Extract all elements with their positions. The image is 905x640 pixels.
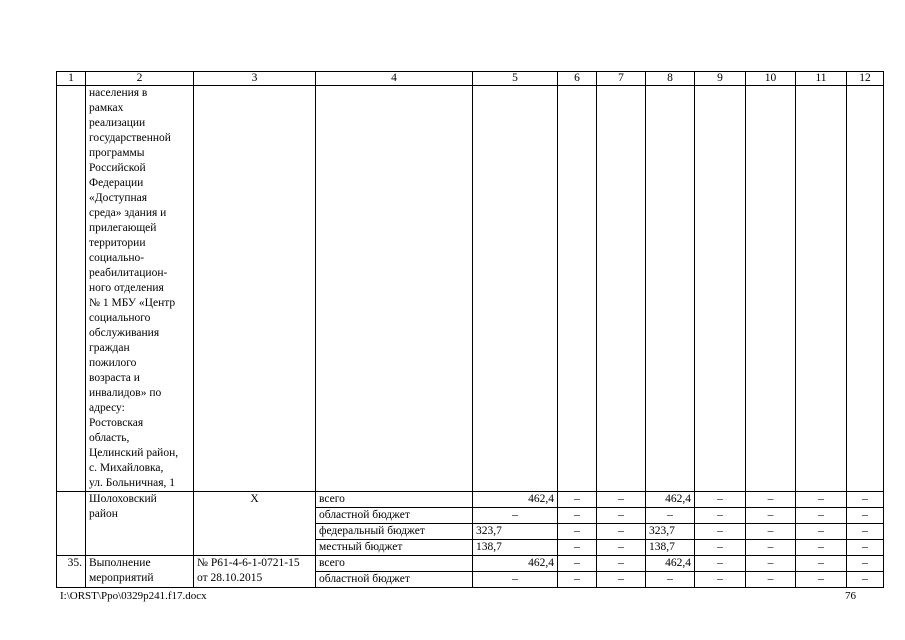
value-cell: –: [695, 492, 746, 508]
funding-source: областной бюджет: [316, 572, 473, 588]
value-cell: 462,4: [646, 492, 695, 508]
funding-source: федеральный бюджет: [316, 524, 473, 540]
value-cell: 323,7: [646, 524, 695, 540]
value-cell: –: [746, 492, 796, 508]
col-header: 11: [796, 72, 847, 86]
value-cell: –: [597, 572, 646, 588]
value-cell: 462,4: [473, 556, 558, 572]
value-cell: –: [695, 572, 746, 588]
funding-source: всего: [316, 492, 473, 508]
value-cell: –: [597, 492, 646, 508]
row-number: 35.: [57, 556, 86, 588]
value-cell: –: [847, 572, 884, 588]
value-cell: –: [847, 492, 884, 508]
table-row: [57, 86, 884, 492]
col-header: 3: [194, 72, 316, 86]
value-cell: –: [597, 540, 646, 556]
funding-source: областной бюджет: [316, 508, 473, 524]
value-cell: –: [746, 556, 796, 572]
value-cell: –: [746, 540, 796, 556]
value-cell: 323,7: [473, 524, 558, 540]
value-cell: –: [695, 524, 746, 540]
value-cell: –: [646, 572, 695, 588]
value-cell: –: [597, 556, 646, 572]
value-cell: –: [796, 572, 847, 588]
funding-source: местный бюджет: [316, 540, 473, 556]
value-cell: –: [558, 524, 597, 540]
value-cell: –: [558, 572, 597, 588]
col-header: 4: [316, 72, 473, 86]
value-cell: 462,4: [473, 492, 558, 508]
value-cell: –: [796, 556, 847, 572]
district-name: Шолоховский район: [86, 492, 194, 556]
value-cell: –: [597, 524, 646, 540]
value-cell: –: [847, 524, 884, 540]
measure-description: населения в рамках реализации государственной программы Российской Федерации «Доступная среда» здания и прилегающей территории социально- реабилитацион- ного отделения № 1 МБУ «Центр социального обслуживания граждан пожилого возраста и инвалидов» по адресу: Ростовская область, Целинский район, с. Михайловка, ул. Больничная, 1: [86, 86, 194, 492]
measure-description: Выполнение мероприятий: [86, 556, 194, 588]
doc-reference: Х: [194, 492, 316, 556]
value-cell: –: [796, 524, 847, 540]
value-cell: –: [847, 540, 884, 556]
col-header: 9: [695, 72, 746, 86]
value-cell: –: [796, 508, 847, 524]
col-header: 8: [646, 72, 695, 86]
col-header: 6: [558, 72, 597, 86]
value-cell: –: [847, 556, 884, 572]
col-header: 7: [597, 72, 646, 86]
value-cell: –: [746, 524, 796, 540]
doc-reference: № Р61-4-6-1-0721-15 от 28.10.2015: [194, 556, 316, 588]
value-cell: –: [796, 540, 847, 556]
value-cell: –: [695, 540, 746, 556]
value-cell: 138,7: [473, 540, 558, 556]
value-cell: –: [473, 572, 558, 588]
value-cell: –: [558, 540, 597, 556]
value-cell: –: [746, 572, 796, 588]
page-number: 76: [845, 590, 856, 602]
value-cell: –: [847, 508, 884, 524]
value-cell: –: [746, 508, 796, 524]
col-header: 1: [57, 72, 86, 86]
col-header: 10: [746, 72, 796, 86]
table-row: [57, 492, 884, 508]
footer-file-path: I:\ORST\Ppo\0329p241.f17.docx: [60, 590, 207, 602]
col-header: 5: [473, 72, 558, 86]
value-cell: –: [695, 556, 746, 572]
col-header: 12: [847, 72, 884, 86]
value-cell: –: [558, 508, 597, 524]
value-cell: –: [473, 508, 558, 524]
table-row: [57, 556, 884, 572]
value-cell: –: [597, 508, 646, 524]
value-cell: –: [558, 556, 597, 572]
column-number-row: [57, 72, 884, 86]
funding-source: всего: [316, 556, 473, 572]
value-cell: 462,4: [646, 556, 695, 572]
value-cell: –: [796, 492, 847, 508]
value-cell: 138,7: [646, 540, 695, 556]
value-cell: –: [558, 492, 597, 508]
col-header: 2: [86, 72, 194, 86]
budget-table: [56, 71, 884, 588]
value-cell: –: [695, 508, 746, 524]
value-cell: –: [646, 508, 695, 524]
